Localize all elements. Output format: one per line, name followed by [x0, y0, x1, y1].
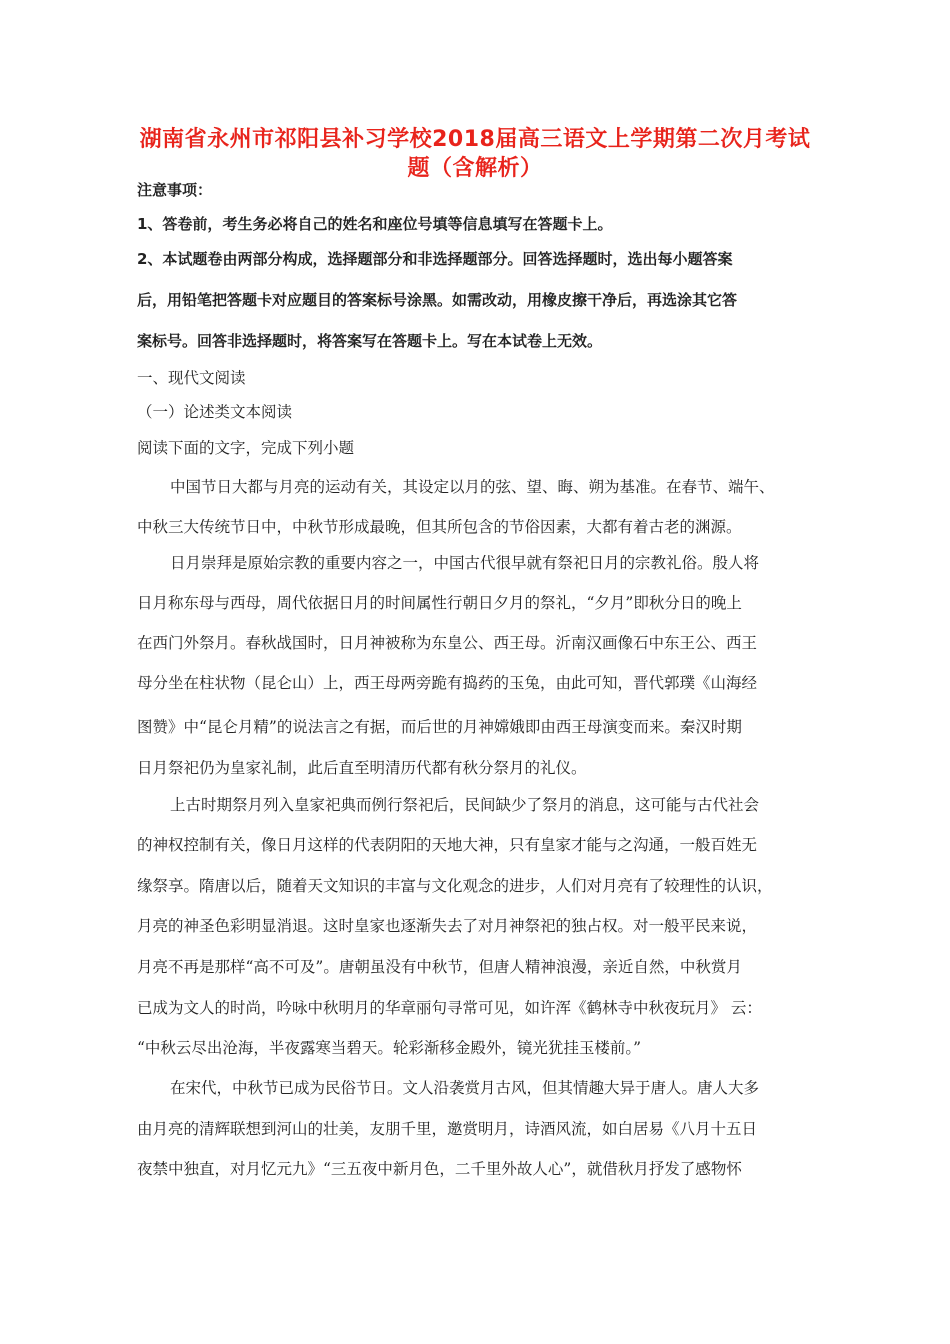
passage-line: “中秋云尽出沧海，半夜露寒当碧天。轮彩渐移金殿外，镜光犹挂玉楼前。” — [137, 1039, 642, 1057]
passage-line: 中国节日大都与月亮的运动有关，其设定以月的弦、望、晦、朔为基准。在春节、端午、 — [170, 478, 775, 496]
notice-item-2-line: 2、本试题卷由两部分构成，选择题部分和非选择题部分。回答选择题时，选出每小题答案 — [137, 250, 733, 268]
passage-line: 日月称东母与西母，周代依据日月的时间属性行朝日夕月的祭礼，“夕月”即秋分日的晚上 — [137, 594, 742, 612]
passage-line: 由月亮的清辉联想到河山的壮美，友朋千里，邀赏明月，诗酒风流，如白居易《八月十五日 — [137, 1120, 758, 1138]
passage-line: 缘祭享。隋唐以后，随着天文知识的丰富与文化观念的进步，人们对月亮有了较理性的认识， — [137, 877, 773, 895]
passage-line: 在西门外祭月。春秋战国时，日月神被称为东皇公、西王母。沂南汉画像石中东王公、西王 — [137, 634, 758, 652]
passage-line: 夜禁中独直，对月忆元九》“三五夜中新月色，二千里外故人心”，就借秋月抒发了感物怀 — [137, 1160, 742, 1178]
passage-line: 在宋代，中秋节已成为民俗节日。文人沿袭赏月古风，但其情趣大异于唐人。唐人大多 — [170, 1079, 760, 1097]
notice-item-2-line: 案标号。回答非选择题时，将答案写在答题卡上。写在本试卷上无效。 — [137, 332, 603, 350]
notice-heading: 注意事项： — [137, 181, 213, 199]
section-subheading: （一）论述类文本阅读 — [137, 403, 293, 421]
passage-line: 月亮的神圣色彩明显消退。这时皇家也逐渐失去了对月神祭祀的独占权。对一般平民来说， — [137, 917, 758, 935]
passage-line: 中秋三大传统节日中，中秋节形成最晚，但其所包含的节俗因素，大都有着古老的渊源。 — [137, 518, 742, 536]
passage-line: 日月崇拜是原始宗教的重要内容之一，中国古代很早就有祭祀日月的宗教礼俗。殷人将 — [170, 554, 760, 572]
passage-line: 图赞》中“昆仑月精”的说法言之有据，而后世的月神嫦娥即由西王母演变而来。秦汉时期 — [137, 718, 742, 736]
document-title-line-2: 题（含解析） — [407, 156, 543, 181]
passage-line: 上古时期祭月列入皇家祀典而例行祭祀后，民间缺少了祭月的消息，这可能与古代社会 — [170, 796, 760, 814]
passage-line: 月亮不再是那样“高不可及”。唐朝虽没有中秋节，但唐人精神浪漫，亲近自然，中秋赏月 — [137, 958, 742, 976]
passage-line: 母分坐在柱状物（昆仑山）上，西王母两旁跪有捣药的玉兔，由此可知，晋代郭璞《山海经 — [137, 674, 758, 692]
document-title-line-1: 湖南省永州市祁阳县补习学校2018届高三语文上学期第二次月考试 — [139, 127, 811, 152]
reading-instruction: 阅读下面的文字，完成下列小题 — [137, 439, 355, 457]
passage-line: 日月祭祀仍为皇家礼制，此后直至明清历代都有秋分祭月的礼仪。 — [137, 759, 587, 777]
passage-line: 的神权控制有关，像日月这样的代表阴阳的天地大神，只有皇家才能与之沟通，一般百姓无 — [137, 836, 758, 854]
passage-line: 已成为文人的时尚，吟咏中秋明月的华章丽句寻常可见，如许浑《鹤林寺中秋夜玩月》 云： — [137, 999, 762, 1017]
notice-item-2-line: 后，用铅笔把答题卡对应题目的答案标号涂黑。如需改动，用橡皮擦干净后，再选涂其它答 — [137, 291, 738, 309]
notice-item-1: 1、答卷前，考生务必将自己的姓名和座位号填等信息填写在答题卡上。 — [137, 215, 613, 233]
section-heading: 一、现代文阅读 — [137, 369, 246, 387]
